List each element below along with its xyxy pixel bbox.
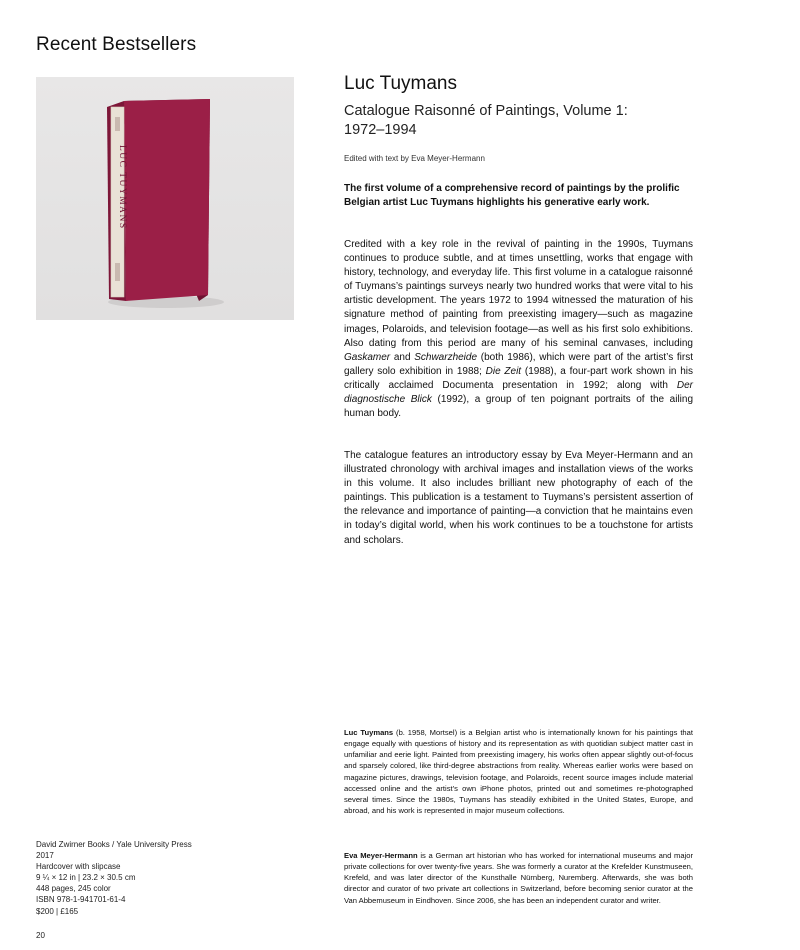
section-title: Recent Bestsellers xyxy=(36,34,197,55)
artist-bio xyxy=(344,727,693,816)
paragraph-text: (1988), a four-part work shown in his critically acclaimed Documenta presentation in 1992; along with xyxy=(344,365,694,391)
bio-name: Luc Tuymans xyxy=(344,728,394,737)
price: $200 | £165 xyxy=(36,906,79,916)
subtitle-line-2: 1972–1994 xyxy=(344,122,417,138)
dimensions: 9 ¼ × 12 in | 23.2 × 30.5 cm xyxy=(36,873,136,883)
paragraph-text: and xyxy=(393,351,411,363)
artwork-title: Der diagnostische Blick xyxy=(344,379,693,406)
artwork-title: Die Zeit xyxy=(485,365,522,377)
description-paragraph-2: The catalogue features an introductory essay by Eva Meyer-Hermann and an illustrated chronology with archival images and installation views of the works in this volume. It also includes brilliant new photography of each of the paintings. This publication is a testament to Tuymans’s persistent assertion of the relevance and importance of painting—a conviction that he maintains even in today’s digital world, when his work continues to be a touchstone for artists and scholars. xyxy=(344,450,693,546)
publisher: David Zwirner Books / Yale University Press xyxy=(36,840,192,849)
page-count: 448 pages, 245 color xyxy=(36,884,111,894)
publication-year: 2017 xyxy=(36,851,54,861)
paragraph-text: (both 1986), which were part of the artist’s first gallery solo exhibition in 1988; xyxy=(344,351,693,377)
page-number: 20 xyxy=(36,931,45,940)
description-paragraph-1 xyxy=(344,238,693,421)
artwork-title: Schwarzheide xyxy=(414,351,478,363)
lede-paragraph: The first volume of a comprehensive record of paintings by the prolific Belgian artist Luc Tuymans highlights his generative early work. xyxy=(344,183,680,209)
artwork-title: Gaskamer xyxy=(344,351,391,363)
book-cover-image xyxy=(36,77,294,320)
book-subtitle xyxy=(344,102,693,140)
editor-bio xyxy=(344,850,693,906)
spine-title: LUC TUYMANS xyxy=(117,145,127,230)
slipcase-illustration xyxy=(36,77,294,320)
subtitle-line-1: Catalogue Raisonné of Paintings, Volume 1: xyxy=(344,103,628,119)
binding: Hardcover with slipcase xyxy=(36,862,121,872)
isbn: ISBN 978-1-941701-61-4 xyxy=(36,895,126,905)
spine-bottom-mark xyxy=(115,263,120,281)
book-title: Luc Tuymans xyxy=(344,73,457,94)
editor-credit: Edited with text by Eva Meyer-Hermann xyxy=(344,154,485,163)
paragraph-text: (1992), a group of ten poignant portraits of the ailing human body. xyxy=(344,394,694,420)
bio-text: (b. 1958, Mortsel) is a Belgian artist who is internationally known for his paintings that engage equally with questions of history and its representation as with quotidian subject matter cast in unfamiliar and eerie light. Painted from preexisting imagery, his works often appear slightly out-of-focus and sparsely colored, like third-degree abstractions from reality. Whereas earlier works were based on magazine pictures, drawings, television footage, and Polaroids, recent source images include material accessed online and the artist’s own iPhone photos, printed out and sometimes re-photographed several times. Since the 1980s, Tuymans has steadily exhibited in the United States, Europe, and abroad, and his work is represented in major museum collections. xyxy=(344,728,693,816)
paragraph-text: Credited with a key role in the revival of painting in the 1990s, Tuymans continues to produce subtle, and at times unsettling, works that engage with history, technology, and everyday life. This first volume in a catalogue raisonné of Tuymans’s paintings surveys nearly two hundred works that were vital to his artistic development. The years 1972 to 1994 witnessed the maturation of his signature method of painting from preexisting imagery—such as magazine images, Polaroids, and television footage—as well as his first solo exhibitions. Also dating from this period are many of his seminal canvases, including xyxy=(344,239,693,349)
slipcase-face xyxy=(124,99,210,301)
bio-name: Eva Meyer-Hermann xyxy=(344,851,418,860)
spine-top-mark xyxy=(115,117,120,131)
book-details xyxy=(36,839,192,917)
bio-text: is a German art historian who has worked for international museums and major private collections for over twenty-five years. She was formerly a curator at the Krefelder Kunstmuseen, Krefeld, and was later director of the Kunsthalle Nürnberg, Nuremberg. Afterwards, she was both director and curator of two private art collections in Switzerland, before becoming senior curator at the Van Abbemuseum in Eindhoven. Since 2006, she has been an independent curator and writer. xyxy=(344,851,693,905)
